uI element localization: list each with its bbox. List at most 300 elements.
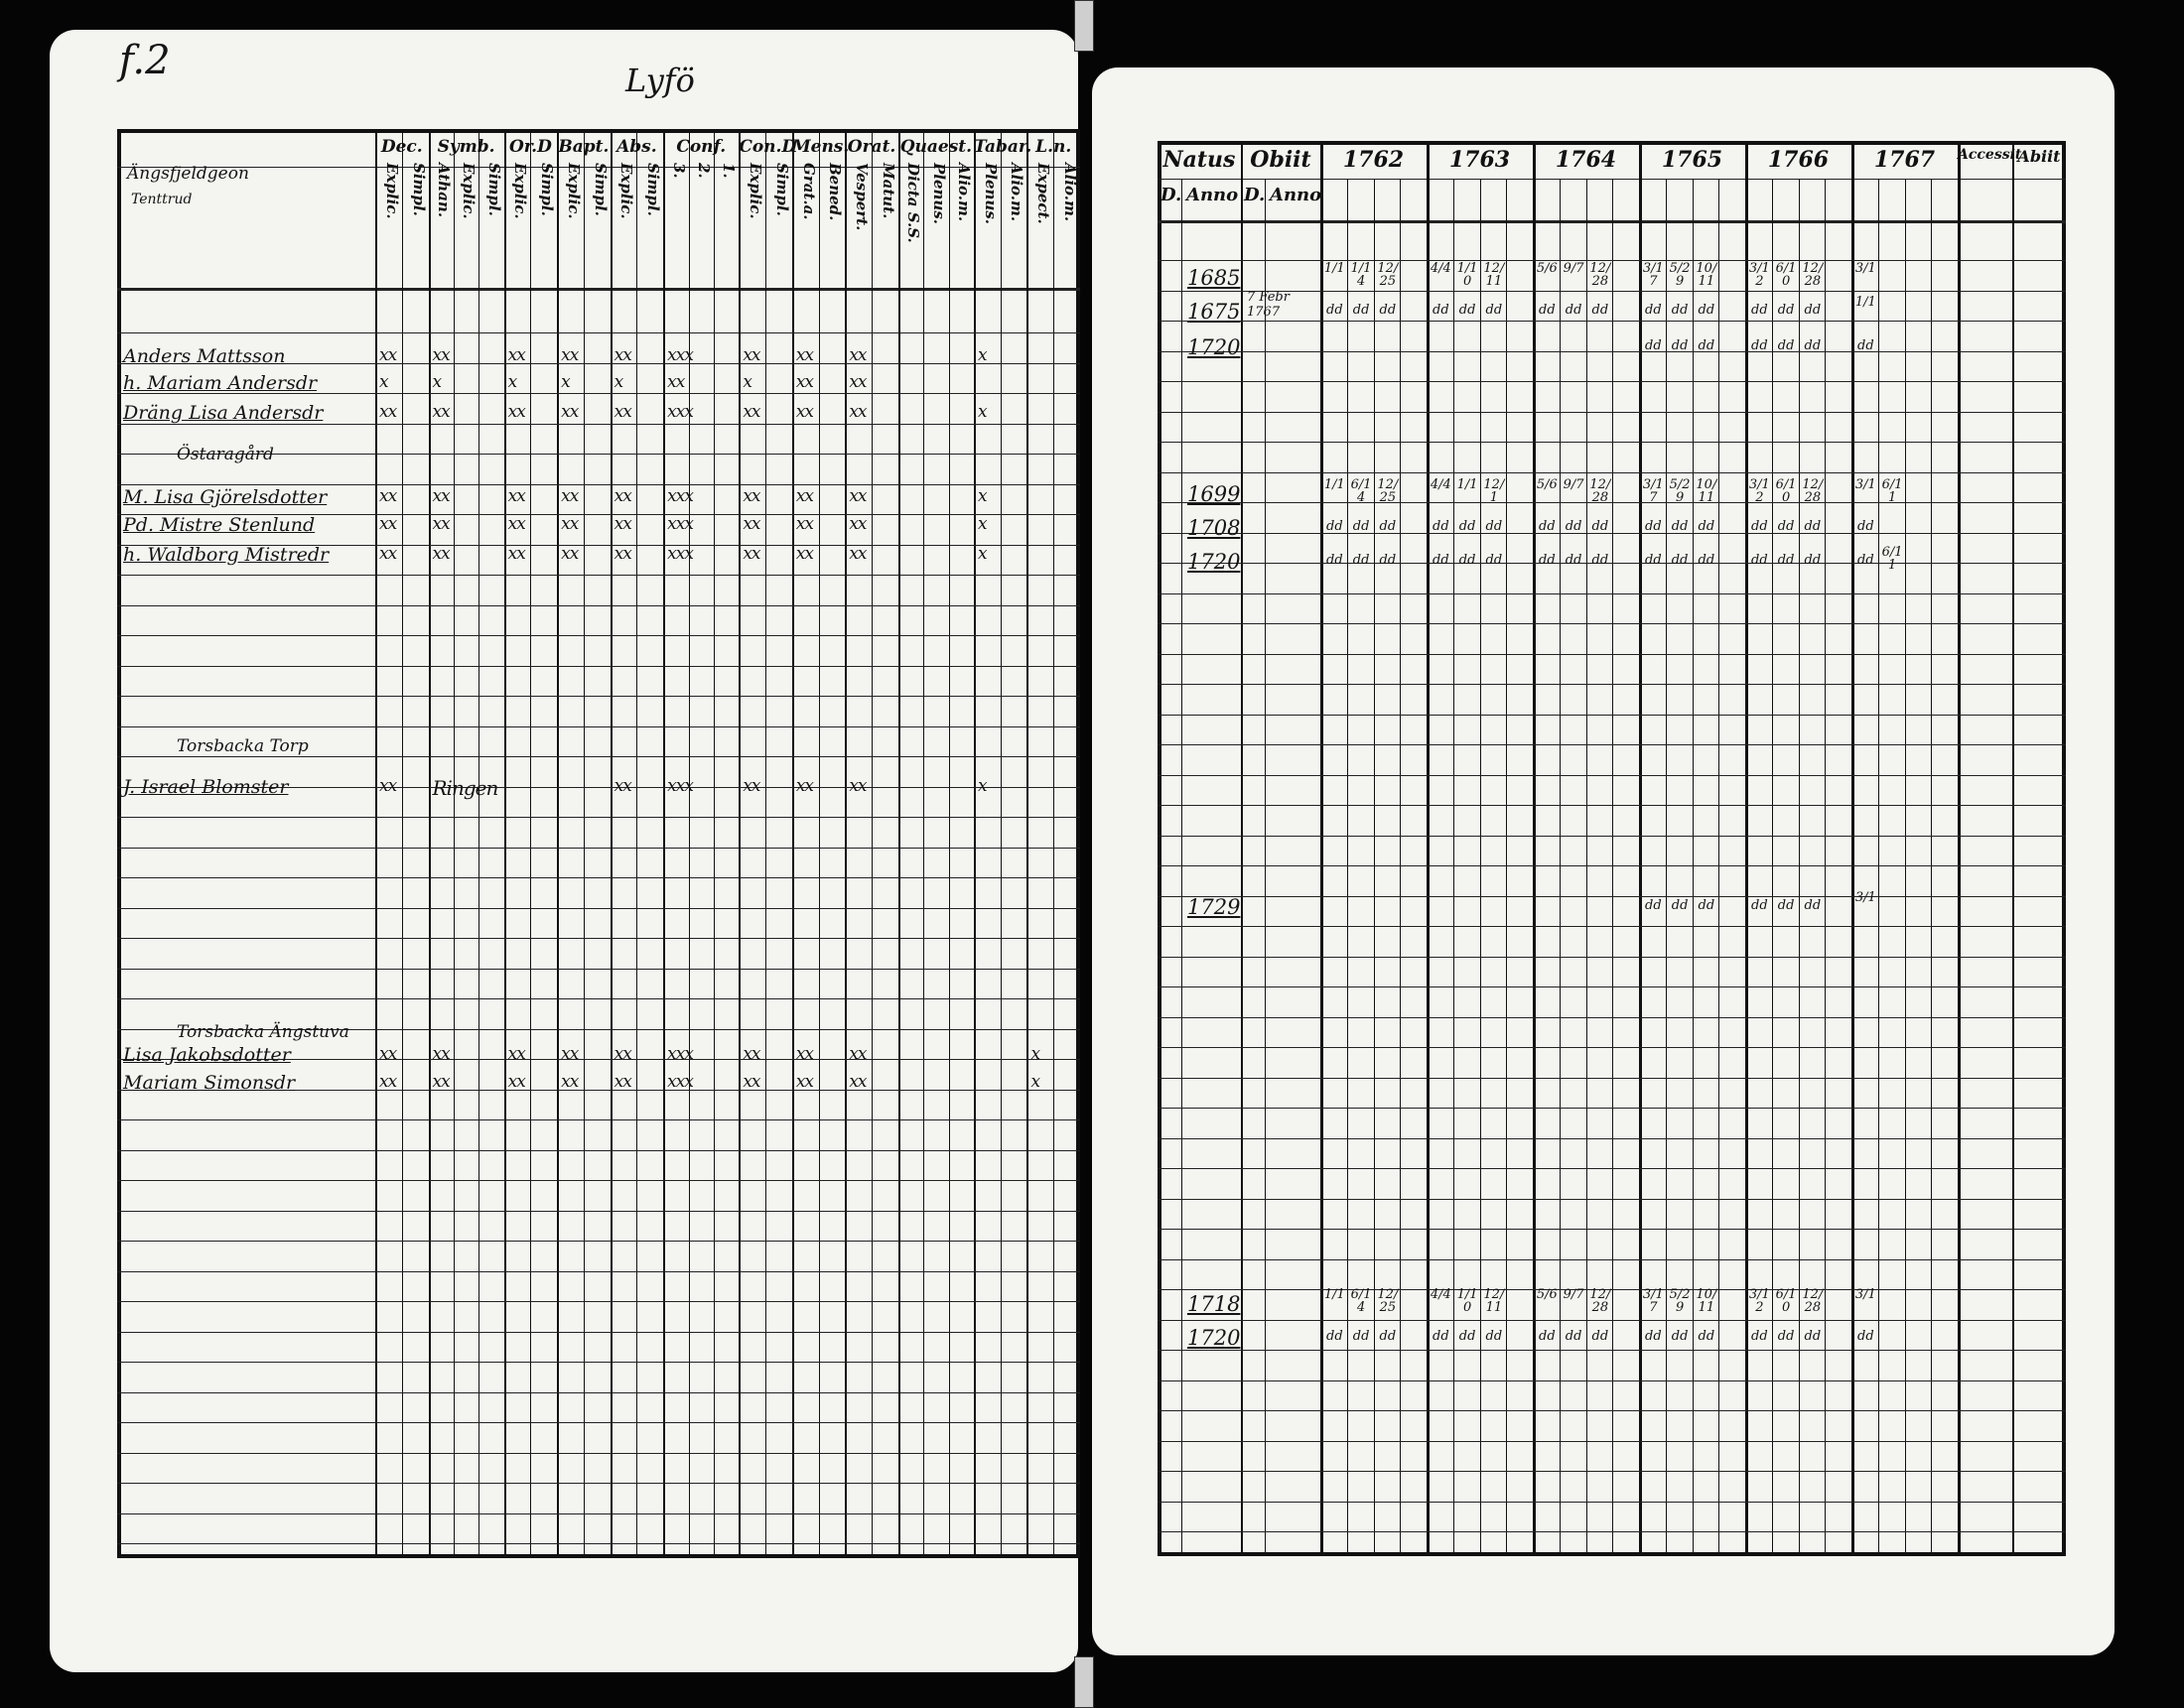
row-rule-0 bbox=[1158, 260, 2066, 261]
examination-cell: dd bbox=[1804, 1329, 1822, 1344]
row-rule-28 bbox=[1158, 1108, 2066, 1109]
examination-cell: 10/11 bbox=[1696, 261, 1717, 289]
group-rule-10 bbox=[974, 129, 976, 1558]
examination-cell: dd bbox=[1352, 519, 1370, 534]
row-rule-22 bbox=[1158, 926, 2066, 927]
examination-cell: 1/10 bbox=[1456, 261, 1478, 289]
group-rule-6 bbox=[739, 129, 741, 1558]
examination-cell: dd bbox=[1458, 303, 1476, 318]
examination-cell: 9/7 bbox=[1563, 261, 1584, 276]
col-subheader-9-2: Alio.m. bbox=[954, 163, 973, 222]
birth-year: 1675 bbox=[1187, 300, 1241, 324]
row-rule-34 bbox=[1158, 1289, 2066, 1290]
examination-cell: 1/1 bbox=[1323, 261, 1345, 276]
examination-cell: dd bbox=[1565, 553, 1582, 568]
examination-cell: dd bbox=[1485, 553, 1503, 568]
examination-cell: dd bbox=[1352, 1329, 1370, 1344]
examination-cell: dd bbox=[1645, 1329, 1662, 1344]
knowledge-mark: xx bbox=[743, 345, 760, 365]
row-rule-42 bbox=[1158, 1531, 2066, 1532]
row-rule-21 bbox=[117, 969, 1080, 970]
examination-cell: dd bbox=[1698, 519, 1715, 534]
sub-rule-11-1 bbox=[1053, 129, 1054, 1558]
examination-cell: dd bbox=[1591, 303, 1609, 318]
examination-cell: 3/17 bbox=[1642, 1287, 1664, 1315]
row-rule-22 bbox=[117, 998, 1080, 999]
knowledge-mark: xx bbox=[561, 345, 579, 365]
corner-mark: f.2 bbox=[119, 38, 171, 83]
examination-cell: 3/12 bbox=[1748, 477, 1770, 505]
sub-rule-0-1 bbox=[402, 129, 403, 1558]
row-rule-10 bbox=[117, 635, 1080, 636]
knowledge-mark: xx bbox=[507, 402, 525, 422]
row-rule-29 bbox=[117, 1211, 1080, 1212]
col-subheader-7-1: Bened. bbox=[826, 163, 845, 221]
examination-cell: dd bbox=[1645, 519, 1662, 534]
binding-ring-bottom bbox=[1074, 1656, 1094, 1708]
examination-cell: dd bbox=[1458, 519, 1476, 534]
col-header-2: Or.D bbox=[508, 137, 552, 157]
examination-cell: dd bbox=[1433, 519, 1449, 534]
knowledge-mark: x bbox=[1030, 1044, 1040, 1064]
row-rule-5 bbox=[117, 484, 1080, 485]
sub-rule-7-1 bbox=[819, 129, 820, 1558]
examination-cell: 5/6 bbox=[1536, 261, 1558, 276]
person-name: Dräng Lisa Andersdr bbox=[123, 402, 324, 424]
examination-cell: 12/25 bbox=[1377, 261, 1399, 289]
year-rule-2 bbox=[1533, 141, 1536, 1556]
examination-cell: 1/14 bbox=[1350, 261, 1372, 289]
row-rule-29 bbox=[1158, 1138, 2066, 1139]
examination-cell: 12/25 bbox=[1377, 1287, 1399, 1315]
year-rule-1 bbox=[1427, 141, 1430, 1556]
examination-cell: dd bbox=[1433, 553, 1449, 568]
col-subheader-7-0: Grat.a. bbox=[799, 163, 818, 220]
sub-rule-8-1 bbox=[872, 129, 873, 1558]
examination-cell: 5/6 bbox=[1536, 1287, 1558, 1302]
examination-cell: dd bbox=[1326, 519, 1343, 534]
row-rule-25 bbox=[1158, 1017, 2066, 1018]
knowledge-mark: xxx bbox=[667, 514, 693, 534]
examination-cell: dd bbox=[1698, 303, 1715, 318]
knowledge-mark: xx bbox=[561, 402, 579, 422]
knowledge-mark: xx bbox=[743, 1044, 760, 1064]
knowledge-mark: xx bbox=[743, 776, 760, 796]
examination-cell: dd bbox=[1485, 519, 1503, 534]
examination-cell: dd bbox=[1352, 303, 1370, 318]
knowledge-mark: xx bbox=[614, 776, 631, 796]
col-subheader-11-0: Expect. bbox=[1034, 163, 1053, 224]
row-rule-38 bbox=[1158, 1410, 2066, 1411]
row-rule-12 bbox=[117, 696, 1080, 697]
group-rule-0 bbox=[375, 129, 377, 1558]
row-rule-38 bbox=[117, 1483, 1080, 1484]
date-subheader-1: Anno bbox=[1186, 185, 1239, 205]
col-subheader-5-2: 1. bbox=[720, 163, 739, 179]
row-rule-16 bbox=[117, 817, 1080, 818]
abiit-rule bbox=[2012, 141, 2014, 1556]
examination-cell: dd bbox=[1777, 338, 1795, 353]
knowledge-mark: xxx bbox=[667, 776, 693, 796]
row-rule-19 bbox=[117, 908, 1080, 909]
year-rule-5 bbox=[1851, 141, 1854, 1556]
col-subheader-8-1: Matut. bbox=[879, 163, 897, 219]
examination-cell: 5/29 bbox=[1669, 1287, 1691, 1315]
knowledge-mark: xx bbox=[432, 514, 450, 534]
examination-cell: dd bbox=[1698, 553, 1715, 568]
row-rule-26 bbox=[1158, 1047, 2066, 1048]
row-rule-33 bbox=[117, 1332, 1080, 1333]
knowledge-mark: x bbox=[1030, 1072, 1040, 1092]
examination-cell: 12/11 bbox=[1483, 261, 1505, 289]
examination-cell: dd bbox=[1804, 898, 1822, 913]
knowledge-mark: xx bbox=[743, 544, 760, 564]
knowledge-mark: xx bbox=[614, 544, 631, 564]
examination-cell: dd bbox=[1565, 303, 1582, 318]
examination-cell: dd bbox=[1645, 338, 1662, 353]
birth-year: 1718 bbox=[1187, 1292, 1241, 1316]
year-header-3: 1765 bbox=[1661, 147, 1723, 173]
person-name: Lisa Jakobsdotter bbox=[123, 1044, 291, 1066]
examination-cell: 12/11 bbox=[1483, 1287, 1505, 1315]
knowledge-mark: xx bbox=[795, 402, 813, 422]
knowledge-mark: xx bbox=[849, 776, 867, 796]
birth-year: 1699 bbox=[1187, 482, 1241, 506]
birth-year: 1729 bbox=[1187, 895, 1241, 919]
year-rule-3 bbox=[1639, 141, 1642, 1556]
examination-cell: dd bbox=[1751, 1329, 1768, 1344]
knowledge-mark: xx bbox=[849, 402, 867, 422]
row-rule-26 bbox=[117, 1119, 1080, 1120]
col-header-10: Tabar. bbox=[973, 137, 1032, 157]
knowledge-mark: xx bbox=[849, 1072, 867, 1092]
accessit-rule bbox=[1958, 141, 1961, 1556]
knowledge-mark: x bbox=[432, 372, 442, 392]
knowledge-mark: xx bbox=[379, 514, 397, 534]
group-rule-3 bbox=[557, 129, 559, 1558]
knowledge-mark: xx bbox=[379, 776, 397, 796]
examination-cell: 12/28 bbox=[1802, 261, 1824, 289]
examination-cell: 1/1 bbox=[1456, 477, 1478, 492]
accessit-header: Accessit bbox=[1958, 147, 2022, 163]
person-name: J. Israel Blomster bbox=[123, 776, 289, 798]
row-rule-27 bbox=[1158, 1078, 2066, 1079]
knowledge-mark: xx bbox=[432, 486, 450, 506]
examination-cell: dd bbox=[1804, 519, 1822, 534]
examination-cell: 6/11 bbox=[1881, 477, 1903, 505]
abiit-header: Abiit bbox=[2017, 147, 2061, 166]
examination-cell: dd bbox=[1326, 553, 1343, 568]
examination-cell: 3/12 bbox=[1748, 1287, 1770, 1315]
examination-cell: dd bbox=[1671, 898, 1689, 913]
examination-cell: 4/4 bbox=[1430, 1287, 1451, 1302]
knowledge-mark: xx bbox=[849, 372, 867, 392]
row-rule-9 bbox=[1158, 533, 2066, 534]
knowledge-mark: x bbox=[977, 345, 987, 365]
row-rule-40 bbox=[1158, 1471, 2066, 1472]
knowledge-mark: xx bbox=[849, 1044, 867, 1064]
knowledge-mark: xxx bbox=[667, 544, 693, 564]
person-name: Mariam Simonsdr bbox=[123, 1072, 296, 1094]
year-header-0: 1762 bbox=[1342, 147, 1405, 173]
knowledge-mark: xx bbox=[561, 544, 579, 564]
examination-cell: 5/29 bbox=[1669, 261, 1691, 289]
knowledge-mark: x bbox=[743, 372, 751, 392]
examination-cell: dd bbox=[1539, 519, 1556, 534]
examination-cell: dd bbox=[1458, 553, 1476, 568]
examination-cell: dd bbox=[1671, 519, 1689, 534]
row-rule-2 bbox=[1158, 321, 2066, 322]
examination-cell: dd bbox=[1777, 1329, 1795, 1344]
knowledge-mark: xx bbox=[743, 514, 760, 534]
examination-cell: 12/28 bbox=[1802, 1287, 1824, 1315]
knowledge-mark: xx bbox=[379, 345, 397, 365]
row-rule-10 bbox=[1158, 563, 2066, 564]
year-header-5: 1767 bbox=[1873, 147, 1936, 173]
section-heading: Torsbacka Ängstuva bbox=[177, 1022, 349, 1042]
sub-rule-5-2 bbox=[714, 129, 715, 1558]
knowledge-mark: xxx bbox=[667, 486, 693, 506]
examination-cell: 6/11 bbox=[1881, 545, 1903, 573]
examination-cell: dd bbox=[1433, 303, 1449, 318]
knowledge-mark: xxx bbox=[667, 1072, 693, 1092]
row-rule-23 bbox=[1158, 957, 2066, 958]
row-rule-36 bbox=[1158, 1350, 2066, 1351]
knowledge-mark: xxx bbox=[667, 345, 693, 365]
examination-cell: dd bbox=[1645, 553, 1662, 568]
row-rule-12 bbox=[1158, 623, 2066, 624]
examination-cell: 4/4 bbox=[1430, 261, 1451, 276]
examination-cell: 10/11 bbox=[1696, 477, 1717, 505]
examination-cell: 6/10 bbox=[1775, 261, 1797, 289]
knowledge-mark: xx bbox=[507, 1072, 525, 1092]
row-rule-28 bbox=[117, 1180, 1080, 1181]
knowledge-mark: x bbox=[379, 372, 388, 392]
group-rule-9 bbox=[898, 129, 900, 1558]
knowledge-mark: xx bbox=[743, 1072, 760, 1092]
death-date: 7 Febr 1767 bbox=[1247, 290, 1290, 320]
examination-cell: dd bbox=[1671, 338, 1689, 353]
birth-year: 1708 bbox=[1187, 516, 1241, 540]
date-subheader-0: D. bbox=[1160, 185, 1182, 205]
examination-cell: 1/1 bbox=[1323, 477, 1345, 492]
group-rule-2 bbox=[504, 129, 506, 1558]
examination-cell: 12/28 bbox=[1589, 477, 1611, 505]
row-rule-41 bbox=[1158, 1502, 2066, 1503]
examination-cell: 12/1 bbox=[1483, 477, 1505, 505]
examination-cell: 1/1 bbox=[1323, 1287, 1345, 1302]
group-rule-1 bbox=[429, 129, 431, 1558]
obiit-header: Obiit bbox=[1250, 147, 1311, 173]
examination-cell: dd bbox=[1591, 553, 1609, 568]
examination-cell: dd bbox=[1671, 303, 1689, 318]
row-rule-16 bbox=[1158, 744, 2066, 745]
group-rule-8 bbox=[845, 129, 847, 1558]
birth-year: 1720 bbox=[1187, 550, 1241, 574]
row-rule-31 bbox=[1158, 1199, 2066, 1200]
examination-cell: 9/7 bbox=[1563, 1287, 1584, 1302]
row-rule-17 bbox=[1158, 775, 2066, 776]
knowledge-mark: xx bbox=[849, 345, 867, 365]
sub-rule-10-1 bbox=[1001, 129, 1002, 1558]
header-bottom-rule bbox=[117, 288, 1080, 291]
col-subheader-3-0: Explic. bbox=[564, 163, 583, 219]
knowledge-mark: x bbox=[561, 372, 570, 392]
left-page bbox=[50, 30, 1078, 1672]
knowledge-mark: xx bbox=[507, 486, 525, 506]
row-rule-40 bbox=[117, 1543, 1080, 1544]
examination-cell: dd bbox=[1565, 1329, 1582, 1344]
row-rule-27 bbox=[117, 1150, 1080, 1151]
knowledge-mark: xx bbox=[614, 486, 631, 506]
row-rule-4 bbox=[1158, 381, 2066, 382]
knowledge-mark: xx bbox=[795, 486, 813, 506]
examination-cell: 6/14 bbox=[1350, 1287, 1372, 1315]
examination-cell: dd bbox=[1458, 1329, 1476, 1344]
knowledge-mark: xx bbox=[561, 486, 579, 506]
year-header-4: 1766 bbox=[1767, 147, 1830, 173]
examination-cell: dd bbox=[1485, 1329, 1503, 1344]
col-header-8: Orat. bbox=[847, 137, 896, 157]
col-subheader-5-1: 2. bbox=[694, 163, 713, 179]
examination-cell: dd bbox=[1671, 1329, 1689, 1344]
examination-cell: 3/1 bbox=[1854, 477, 1876, 492]
row-rule-39 bbox=[117, 1513, 1080, 1514]
examination-cell: dd bbox=[1379, 519, 1397, 534]
birth-year: 1720 bbox=[1187, 335, 1241, 359]
examination-cell: dd bbox=[1671, 553, 1689, 568]
row-rule-15 bbox=[1158, 715, 2066, 716]
col-subheader-3-1: Simpl. bbox=[591, 163, 610, 216]
knowledge-mark: xx bbox=[507, 544, 525, 564]
row-rule-24 bbox=[1158, 986, 2066, 987]
col-subheader-5-0: 3. bbox=[669, 163, 688, 179]
knowledge-mark: xx bbox=[795, 372, 813, 392]
examination-cell: dd bbox=[1777, 303, 1795, 318]
examination-cell: dd bbox=[1698, 898, 1715, 913]
examination-cell: dd bbox=[1591, 519, 1609, 534]
examination-cell: dd bbox=[1751, 898, 1768, 913]
examination-cell: 9/7 bbox=[1563, 477, 1584, 492]
examination-cell: 6/10 bbox=[1775, 1287, 1797, 1315]
examination-cell: dd bbox=[1591, 1329, 1609, 1344]
year-rule-0 bbox=[1320, 141, 1323, 1556]
row-rule-0 bbox=[117, 332, 1080, 333]
row-rule-33 bbox=[1158, 1259, 2066, 1260]
row-rule-39 bbox=[1158, 1441, 2066, 1442]
knowledge-mark: xx bbox=[432, 402, 450, 422]
date-subheader-3: Anno bbox=[1270, 185, 1322, 205]
person-name: Anders Mattsson bbox=[123, 345, 286, 367]
knowledge-mark: xx bbox=[614, 402, 631, 422]
row-rule-31 bbox=[117, 1271, 1080, 1272]
natus-header: Natus bbox=[1162, 147, 1236, 173]
examination-cell: dd bbox=[1645, 898, 1662, 913]
sub-rule-1-2 bbox=[478, 129, 479, 1558]
sub-rule-1-1 bbox=[454, 129, 455, 1558]
row-rule-11 bbox=[1158, 593, 2066, 594]
examination-cell: 6/14 bbox=[1350, 477, 1372, 505]
year-rule-4 bbox=[1745, 141, 1748, 1556]
knowledge-mark: xx bbox=[379, 1044, 397, 1064]
col-subheader-1-2: Simpl. bbox=[484, 163, 503, 216]
examination-cell: 12/28 bbox=[1802, 477, 1824, 505]
group-rule-4 bbox=[611, 129, 613, 1558]
knowledge-mark: xx bbox=[507, 1044, 525, 1064]
person-name: h. Mariam Andersdr bbox=[123, 372, 318, 394]
examination-cell: dd bbox=[1326, 303, 1343, 318]
row-rule-30 bbox=[117, 1241, 1080, 1242]
examination-cell: 3/1 bbox=[1854, 261, 1876, 276]
row-rule-20 bbox=[117, 938, 1080, 939]
col-subheader-6-1: Simpl. bbox=[772, 163, 791, 216]
knowledge-mark: xx bbox=[432, 1044, 450, 1064]
col-header-5: Conf. bbox=[676, 137, 727, 157]
col-subheader-1-1: Explic. bbox=[460, 163, 478, 219]
knowledge-mark: xx bbox=[743, 402, 760, 422]
col-header-7: Mens. bbox=[791, 137, 850, 157]
sub-rule-5-1 bbox=[689, 129, 690, 1558]
examination-cell: dd bbox=[1539, 303, 1556, 318]
examination-cell: 3/17 bbox=[1642, 261, 1664, 289]
sub-rule-4-1 bbox=[636, 129, 637, 1558]
knowledge-mark: x bbox=[977, 514, 987, 534]
row-rule-37 bbox=[1158, 1380, 2066, 1381]
knowledge-mark: xx bbox=[379, 544, 397, 564]
examination-cell: 12/25 bbox=[1377, 477, 1399, 505]
examination-cell: dd bbox=[1751, 338, 1768, 353]
examination-cell: dd bbox=[1485, 303, 1503, 318]
col-subheader-0-1: Simpl. bbox=[409, 163, 428, 216]
row-rule-5 bbox=[1158, 412, 2066, 413]
examination-cell: 3/12 bbox=[1748, 261, 1770, 289]
col-subheader-11-1: Alio.m. bbox=[1061, 163, 1079, 222]
examination-cell: dd bbox=[1645, 303, 1662, 318]
knowledge-mark: xx bbox=[849, 514, 867, 534]
birth-year: 1685 bbox=[1187, 266, 1241, 290]
col-subheader-4-0: Explic. bbox=[617, 163, 636, 219]
col-subheader-10-1: Alio.m. bbox=[1008, 163, 1026, 222]
knowledge-mark: xx bbox=[614, 1044, 631, 1064]
examination-cell: dd bbox=[1352, 553, 1370, 568]
sub-rule-9-1 bbox=[923, 129, 924, 1558]
col-header-6: Con.D bbox=[739, 137, 797, 157]
knowledge-mark: xx bbox=[561, 1044, 579, 1064]
examination-cell: dd bbox=[1539, 1329, 1556, 1344]
examination-cell: dd bbox=[1857, 1329, 1874, 1344]
year-header-1: 1763 bbox=[1448, 147, 1511, 173]
examination-cell: 3/1 bbox=[1854, 1287, 1876, 1302]
examination-cell: dd bbox=[1804, 338, 1822, 353]
examination-cell: dd bbox=[1751, 553, 1768, 568]
knowledge-mark: xx bbox=[379, 1072, 397, 1092]
examination-cell: 6/10 bbox=[1775, 477, 1797, 505]
examination-cell: 3/17 bbox=[1642, 477, 1664, 505]
group-rule-5 bbox=[663, 129, 665, 1558]
knowledge-mark: xx bbox=[614, 514, 631, 534]
col-subheader-2-0: Explic. bbox=[511, 163, 530, 219]
row-rule-19 bbox=[1158, 836, 2066, 837]
examination-cell: dd bbox=[1777, 553, 1795, 568]
knowledge-mark: xx bbox=[561, 514, 579, 534]
row-rule-14 bbox=[117, 756, 1080, 757]
knowledge-mark: xx bbox=[614, 1072, 631, 1092]
knowledge-mark: Ringen bbox=[432, 776, 498, 800]
examination-cell: dd bbox=[1857, 553, 1874, 568]
knowledge-mark: xxx bbox=[667, 1044, 693, 1064]
examination-cell: dd bbox=[1777, 519, 1795, 534]
knowledge-mark: xx bbox=[614, 345, 631, 365]
